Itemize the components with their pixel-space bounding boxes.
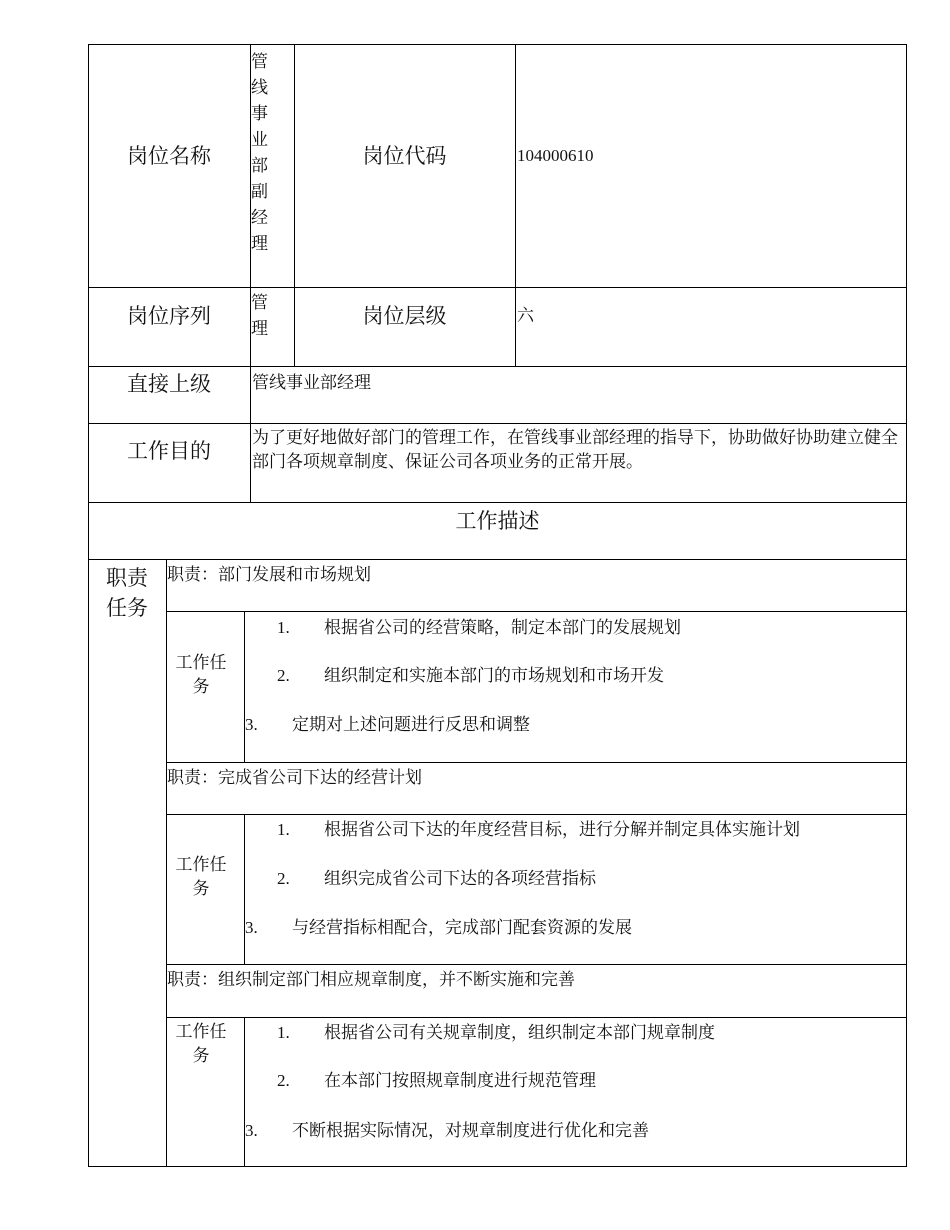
- duties-label: 职责任务: [106, 566, 148, 620]
- task-number: 2.: [277, 1071, 290, 1090]
- work-purpose-value: 为了更好地做好部门的管理工作，在管线事业部经理的指导下，协助做好协助建立健全部门各项规章制度、保证公司各项业务的正常开展。: [252, 428, 898, 471]
- position-code-label: 岗位代码: [362, 144, 447, 168]
- task-number: 3.: [245, 715, 258, 734]
- duty-title: 职责：部门发展和市场规划: [167, 565, 371, 584]
- position-name-label: 岗位名称: [127, 144, 211, 168]
- section-title: 工作描述: [455, 509, 540, 533]
- task-text: 定期对上述问题进行反思和调整: [292, 715, 530, 734]
- position-level-label: 岗位层级: [362, 304, 447, 328]
- position-series-label: 岗位序列: [127, 304, 211, 328]
- task-number: 3.: [245, 918, 258, 937]
- duty-title: 职责：组织制定部门相应规章制度，并不断实施和完善: [167, 970, 575, 989]
- task-text: 根据省公司下达的年度经营目标，进行分解并制定具体实施计划: [324, 820, 800, 839]
- position-name-value: 管线事业部副经理: [251, 52, 268, 253]
- task-number: 1.: [277, 1023, 290, 1042]
- task-text: 根据省公司的经营策略，制定本部门的发展规划: [324, 618, 681, 637]
- task-number: 2.: [277, 869, 290, 888]
- position-series-value: 管理: [251, 293, 268, 338]
- task-label: 工作任务: [175, 653, 227, 696]
- task-text: 在本部门按照规章制度进行规范管理: [324, 1071, 596, 1090]
- task-number: 3.: [245, 1121, 258, 1140]
- duty-title: 职责：完成省公司下达的经营计划: [167, 768, 422, 787]
- supervisor-value: 管线事业部经理: [252, 373, 371, 392]
- task-number: 2.: [277, 666, 290, 685]
- work-purpose-label: 工作目的: [127, 439, 211, 463]
- task-text: 组织制定和实施本部门的市场规划和市场开发: [324, 666, 664, 685]
- task-number: 1.: [277, 820, 290, 839]
- task-text: 根据省公司有关规章制度，组织制定本部门规章制度: [324, 1023, 715, 1042]
- task-number: 1.: [277, 618, 290, 637]
- task-text: 组织完成省公司下达的各项经营指标: [324, 869, 596, 888]
- task-label: 工作任务: [175, 1022, 227, 1065]
- task-text: 不断根据实际情况，对规章制度进行优化和完善: [292, 1121, 649, 1140]
- position-level-value: 六: [517, 306, 534, 325]
- position-code-value: 104000610: [517, 146, 594, 165]
- supervisor-label: 直接上级: [127, 372, 211, 396]
- task-label: 工作任务: [175, 855, 227, 898]
- task-text: 与经营指标相配合，完成部门配套资源的发展: [292, 918, 632, 937]
